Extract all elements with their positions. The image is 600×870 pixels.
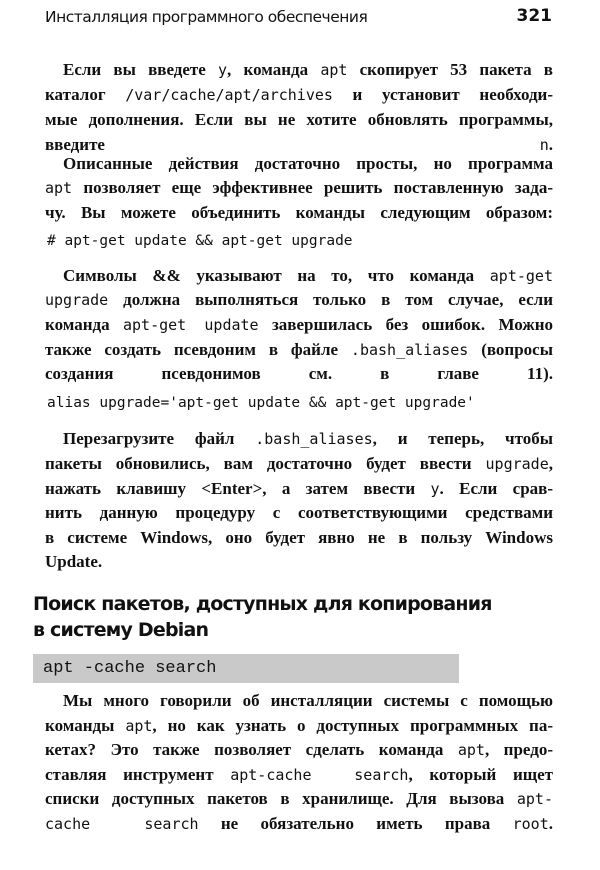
text-segment: и установит необходи- [332, 85, 554, 104]
text-segment: каталог [45, 85, 126, 104]
text-segment: (вопросы [468, 340, 554, 359]
text-segment: пакеты обновились, вам достаточно будет ввести [45, 454, 486, 473]
section-heading: Поиск пакетов, доступных для копирования [33, 593, 492, 615]
text-segment: создания псевдонимов см. в главе 11). [45, 364, 553, 383]
text-line [63, 429, 553, 449]
text-segment: , предо- [484, 740, 553, 759]
inline-code: .bash_aliases [350, 341, 469, 359]
text-segment: Описанные действия достаточно просты, но программа [63, 154, 553, 173]
text-line [45, 479, 553, 499]
text-line [45, 110, 553, 130]
inline-code: apt-get update [123, 316, 259, 334]
text-line [45, 789, 553, 809]
inline-code: apt [125, 717, 153, 735]
command-box: apt -cache search [33, 654, 459, 683]
inline-code: apt [320, 61, 348, 79]
text-line [45, 454, 553, 474]
text-line [63, 266, 553, 286]
text-segment: чу. Вы можете объединить команды следующим образом: [45, 203, 553, 222]
text-segment: мые дополнения. Если вы не хотите обновлять программы, [45, 110, 553, 129]
inline-code: apt [457, 741, 485, 759]
text-segment: введите [45, 135, 540, 154]
text-segment: Если вы введете [63, 60, 219, 79]
text-segment: не обязательно иметь права [198, 814, 513, 833]
text-line [45, 814, 553, 834]
text-segment: нажать клавишу <Enter>, а затем ввести [45, 479, 431, 498]
inline-code: apt [45, 179, 73, 197]
text-segment: позволяет еще эффективнее решить поставленную зада- [72, 178, 553, 197]
text-segment: Update. [45, 552, 103, 571]
text-line [45, 528, 553, 548]
text-segment: . [548, 814, 553, 833]
text-segment: кетах? Это также позволяет сделать команда [45, 740, 458, 759]
text-segment: также создать псевдоним в файле [45, 340, 351, 359]
text-line [45, 765, 553, 785]
section-heading: в систему Debian [33, 619, 209, 641]
text-segment: , команда [227, 60, 321, 79]
text-segment: завершилась без ошибок. Можно [258, 315, 554, 334]
inline-code: y [218, 61, 228, 79]
inline-code: apt- [516, 790, 553, 808]
text-line [45, 178, 553, 198]
text-segment: Перезагрузите файл [63, 429, 256, 448]
text-segment: Символы && указывают на то, что команда [63, 266, 490, 285]
code-line: alias upgrade='apt-get update && apt-get upgrade' [47, 395, 475, 411]
text-segment: . [548, 135, 553, 154]
text-segment: скопирует 53 пакета в [347, 60, 553, 79]
inline-code: upgrade [45, 291, 109, 309]
text-line [45, 503, 553, 523]
text-line [45, 740, 553, 760]
text-segment: команда [45, 315, 123, 334]
text-segment: , и теперь, чтобы [372, 429, 553, 448]
inline-code: y [430, 480, 440, 498]
running-header: Инсталляция программного обеспечения [45, 8, 368, 26]
inline-code: root [512, 815, 549, 833]
text-segment: должна выполняться только в том случае, если [108, 290, 553, 309]
text-segment: команды [45, 716, 126, 735]
text-segment: , но как узнать о доступных программных па- [152, 716, 553, 735]
text-segment: . Если срав- [439, 479, 553, 498]
inline-code: n [539, 136, 549, 154]
text-line [45, 135, 553, 155]
code-line: # apt-get update && apt-get upgrade [47, 233, 353, 249]
text-line [45, 716, 553, 736]
inline-code: apt-cache search [230, 766, 409, 784]
text-segment: в системе Windows, оно будет явно не в пользу Windows [45, 528, 553, 547]
page-number: 321 [516, 6, 552, 26]
text-line [45, 203, 553, 223]
text-segment: списки доступных пакетов в хранилище. Для вызова [45, 789, 517, 808]
text-line [45, 315, 553, 335]
inline-code: cache search [45, 815, 199, 833]
text-segment: ставляя инструмент [45, 765, 231, 784]
text-line [45, 364, 553, 384]
text-line [63, 691, 553, 711]
text-line [45, 552, 553, 572]
inline-code: upgrade [485, 455, 549, 473]
text-line [45, 340, 553, 360]
text-line [45, 290, 553, 310]
text-segment: , который ищет [408, 765, 553, 784]
text-segment: Мы много говорили об инсталляции системы с помощью [63, 691, 553, 710]
text-segment: , [548, 454, 553, 473]
inline-code: .bash_aliases [255, 430, 373, 448]
text-line [63, 154, 553, 174]
text-line [63, 60, 553, 80]
text-line [45, 85, 553, 105]
text-segment: нить данную процедуру с соответствующими средствами [45, 503, 553, 522]
inline-code: apt-get [489, 267, 553, 285]
inline-code: /var/cache/apt/archives [125, 86, 333, 104]
